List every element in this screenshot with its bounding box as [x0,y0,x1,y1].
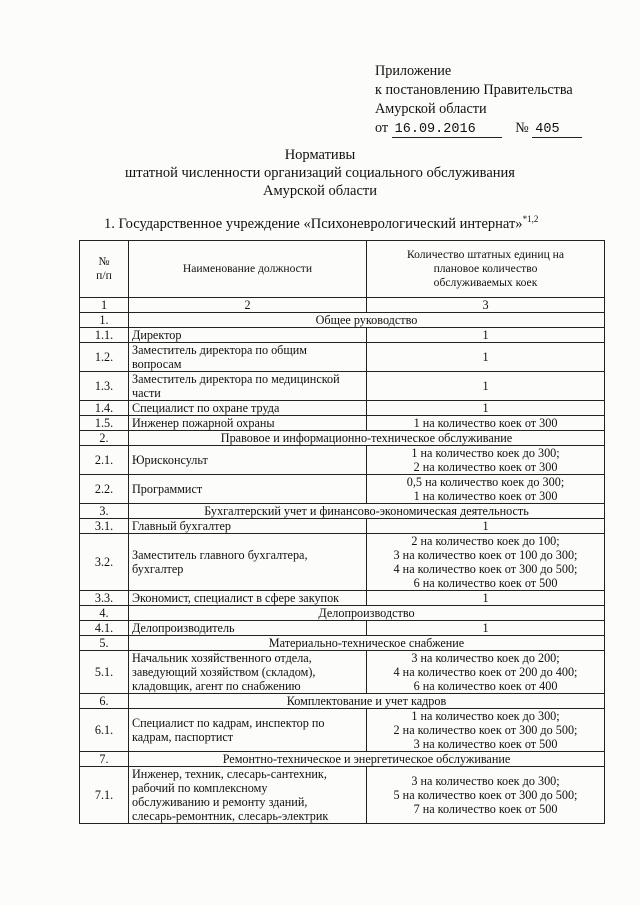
index-col-3: 3 [367,298,605,313]
section-title: Комплектование и учет кадров [129,694,605,709]
section-title: Правовое и информационно-техническое обслуживание [129,431,605,446]
staff-count [367,621,605,636]
appendix-date-line [375,119,582,138]
section-number: 3. [80,504,129,519]
position-row [80,621,605,636]
staff-count-line: 1 на количество коек от 300 [413,416,558,430]
staff-count [367,328,605,343]
section-title: Делопроизводство [129,606,605,621]
position-row [80,401,605,416]
position-name-line: Юрисконсульт [132,453,208,467]
staff-count-line: 1 [482,350,489,364]
section-number: 2. [80,431,129,446]
header-count-line-3: обслуживаемых коек [433,276,538,289]
position-row [80,534,605,591]
staff-count [367,343,605,372]
section-row [80,431,605,446]
staff-count-line: 1 [482,591,489,605]
header-count [367,241,605,298]
staff-count-line: 1 на количество коек до 300; [411,446,560,460]
document-title [0,146,640,200]
section-number: 4. [80,606,129,621]
staff-count [367,651,605,694]
title-line-1: Нормативы [284,147,356,163]
position-number: 1.5. [80,416,129,431]
section-row [80,752,605,767]
position-name-line: части [132,386,161,400]
position-name-line: Заместитель директора по общим [132,343,307,357]
position-name [129,767,367,824]
position-row [80,446,605,475]
staff-count-line: 2 на количество коек от 300 до 500; [393,723,578,737]
position-row [80,519,605,534]
position-row [80,343,605,372]
staff-count-line: 1 [482,379,489,393]
section-title: Материально-техническое снабжение [129,636,605,651]
number-label: № [515,120,529,136]
position-name-line: Специалист по охране труда [132,401,280,415]
staff-count-line: 4 на количество коек от 200 до 400; [393,665,578,679]
staff-count-line: 7 на количество коек от 500 [413,802,558,816]
position-row [80,651,605,694]
position-name-line: Инженер, техник, слесарь-сантехник, [132,767,327,781]
staff-count-line: 2 на количество коек до 100; [411,534,560,548]
position-name [129,651,367,694]
position-name [129,446,367,475]
position-name-line: кладовщик, агент по снабжению [132,679,301,693]
position-number: 3.1. [80,519,129,534]
staff-count-line: 4 на количество коек от 300 до 500; [393,562,578,576]
index-col-1: 1 [80,298,129,313]
staffing-norms-table [79,240,605,824]
staff-count-line: 1 на количество коек от 300 [413,489,558,503]
position-name-line: Программист [132,482,203,496]
position-name-line: вопросам [132,357,182,371]
position-name-line: Экономист, специалист в сфере закупок [132,591,340,605]
institution-heading [104,214,538,233]
position-name [129,519,367,534]
section-row [80,694,605,709]
table-index-row [80,298,605,313]
staff-count [367,709,605,752]
staff-count-line: 1 на количество коек до 300; [411,709,560,723]
position-row [80,475,605,504]
decree-number: 405 [532,122,582,138]
position-number: 3.2. [80,534,129,591]
staff-count [367,519,605,534]
position-name-line: Заместитель главного бухгалтера, [132,548,308,562]
position-number: 1.1. [80,328,129,343]
position-name-line: обслуживанию и ремонту зданий, [132,795,308,809]
position-number: 1.3. [80,372,129,401]
position-name [129,328,367,343]
position-row [80,709,605,752]
position-name-line: Начальник хозяйственного отдела, [132,651,312,665]
position-name-line: Директор [132,328,182,342]
staff-count-line: 3 на количество коек до 200; [411,651,560,665]
staff-count-line: 0,5 на количество коек до 300; [406,475,565,489]
position-name-line: Главный бухгалтер [132,519,232,533]
position-number: 6.1. [80,709,129,752]
staff-count-line: 6 на количество коек от 500 [413,576,558,590]
appendix-block [375,62,582,138]
header-num [80,241,129,298]
position-row [80,767,605,824]
position-number: 1.4. [80,401,129,416]
appendix-region: Амурской области [375,101,487,117]
staff-count-line: 1 [482,328,489,342]
position-name-line: Специалист по кадрам, инспектор по [132,716,325,730]
position-row [80,416,605,431]
position-row [80,591,605,606]
staff-count [367,534,605,591]
section-number: 5. [80,636,129,651]
section-row [80,504,605,519]
staff-count [367,475,605,504]
appendix-decree-ref: к постановлению Правительства [375,82,573,98]
staff-count-line: 3 на количество коек от 500 [413,737,558,751]
position-row [80,328,605,343]
position-name [129,534,367,591]
position-number: 2.2. [80,475,129,504]
section-number: 6. [80,694,129,709]
staff-count-line: 3 на количество коек до 300; [411,774,560,788]
position-number: 3.3. [80,591,129,606]
section-row [80,313,605,328]
position-name [129,372,367,401]
table-header-row [80,241,605,298]
position-name-line: Инженер пожарной охраны [132,416,275,430]
staff-count-line: 1 [482,401,489,415]
position-name-line: бухгалтер [132,562,184,576]
section-title: Общее руководство [129,313,605,328]
appendix-label: Приложение [375,63,452,79]
position-number: 4.1. [80,621,129,636]
position-row [80,372,605,401]
header-num-line-1: № [98,255,110,268]
footnote-marker: *1,2 [522,214,539,224]
staff-count [367,446,605,475]
section-number: 1. [80,313,129,328]
position-name-line: слесарь-ремонтник, слесарь-электрик [132,809,329,823]
header-count-line-2: плановое количество [433,262,538,275]
staff-count [367,767,605,824]
position-name [129,401,367,416]
position-name-line: рабочий по комплексному [132,781,268,795]
section-number: 7. [80,752,129,767]
position-number: 5.1. [80,651,129,694]
staff-count [367,372,605,401]
staff-count-line: 3 на количество коек от 100 до 300; [393,548,578,562]
position-name [129,709,367,752]
section-row [80,636,605,651]
institution-name: 1. Государственное учреждение «Психоневрологический интернат» [104,215,523,232]
position-name-line: Делопроизводитель [132,621,235,635]
staff-count-line: 1 [482,519,489,533]
staff-count [367,591,605,606]
section-title: Бухгалтерский учет и финансово-экономическая деятельность [129,504,605,519]
position-name-line: кадрам, паспортист [132,730,234,744]
title-line-3: Амурской области [263,183,377,199]
table-body [80,241,605,824]
header-count-line-1: Количество штатных единиц на [406,248,565,261]
position-name [129,621,367,636]
section-row [80,606,605,621]
position-name-line: Заместитель директора по медицинской [132,372,340,386]
decree-date: 16.09.2016 [392,122,502,138]
position-number: 1.2. [80,343,129,372]
staff-count-line: 1 [482,621,489,635]
header-position: Наименование должности [129,241,367,298]
staff-count [367,416,605,431]
position-name-line: заведующий хозяйством (складом), [132,665,316,679]
staff-count-line: 2 на количество коек от 300 [413,460,558,474]
staff-count-line: 5 на количество коек от 300 до 500; [393,788,578,802]
position-name [129,343,367,372]
position-name [129,591,367,606]
section-title: Ремонтно-техническое и энергетическое обслуживание [129,752,605,767]
staff-count-line: 6 на количество коек от 400 [413,679,558,693]
index-col-2: 2 [129,298,367,313]
date-prefix: от [375,120,389,136]
header-num-line-2: п/п [96,269,112,282]
title-line-2: штатной численности организаций социального обслуживания [125,165,515,181]
position-name [129,416,367,431]
staff-count [367,401,605,416]
position-number: 7.1. [80,767,129,824]
position-number: 2.1. [80,446,129,475]
position-name [129,475,367,504]
